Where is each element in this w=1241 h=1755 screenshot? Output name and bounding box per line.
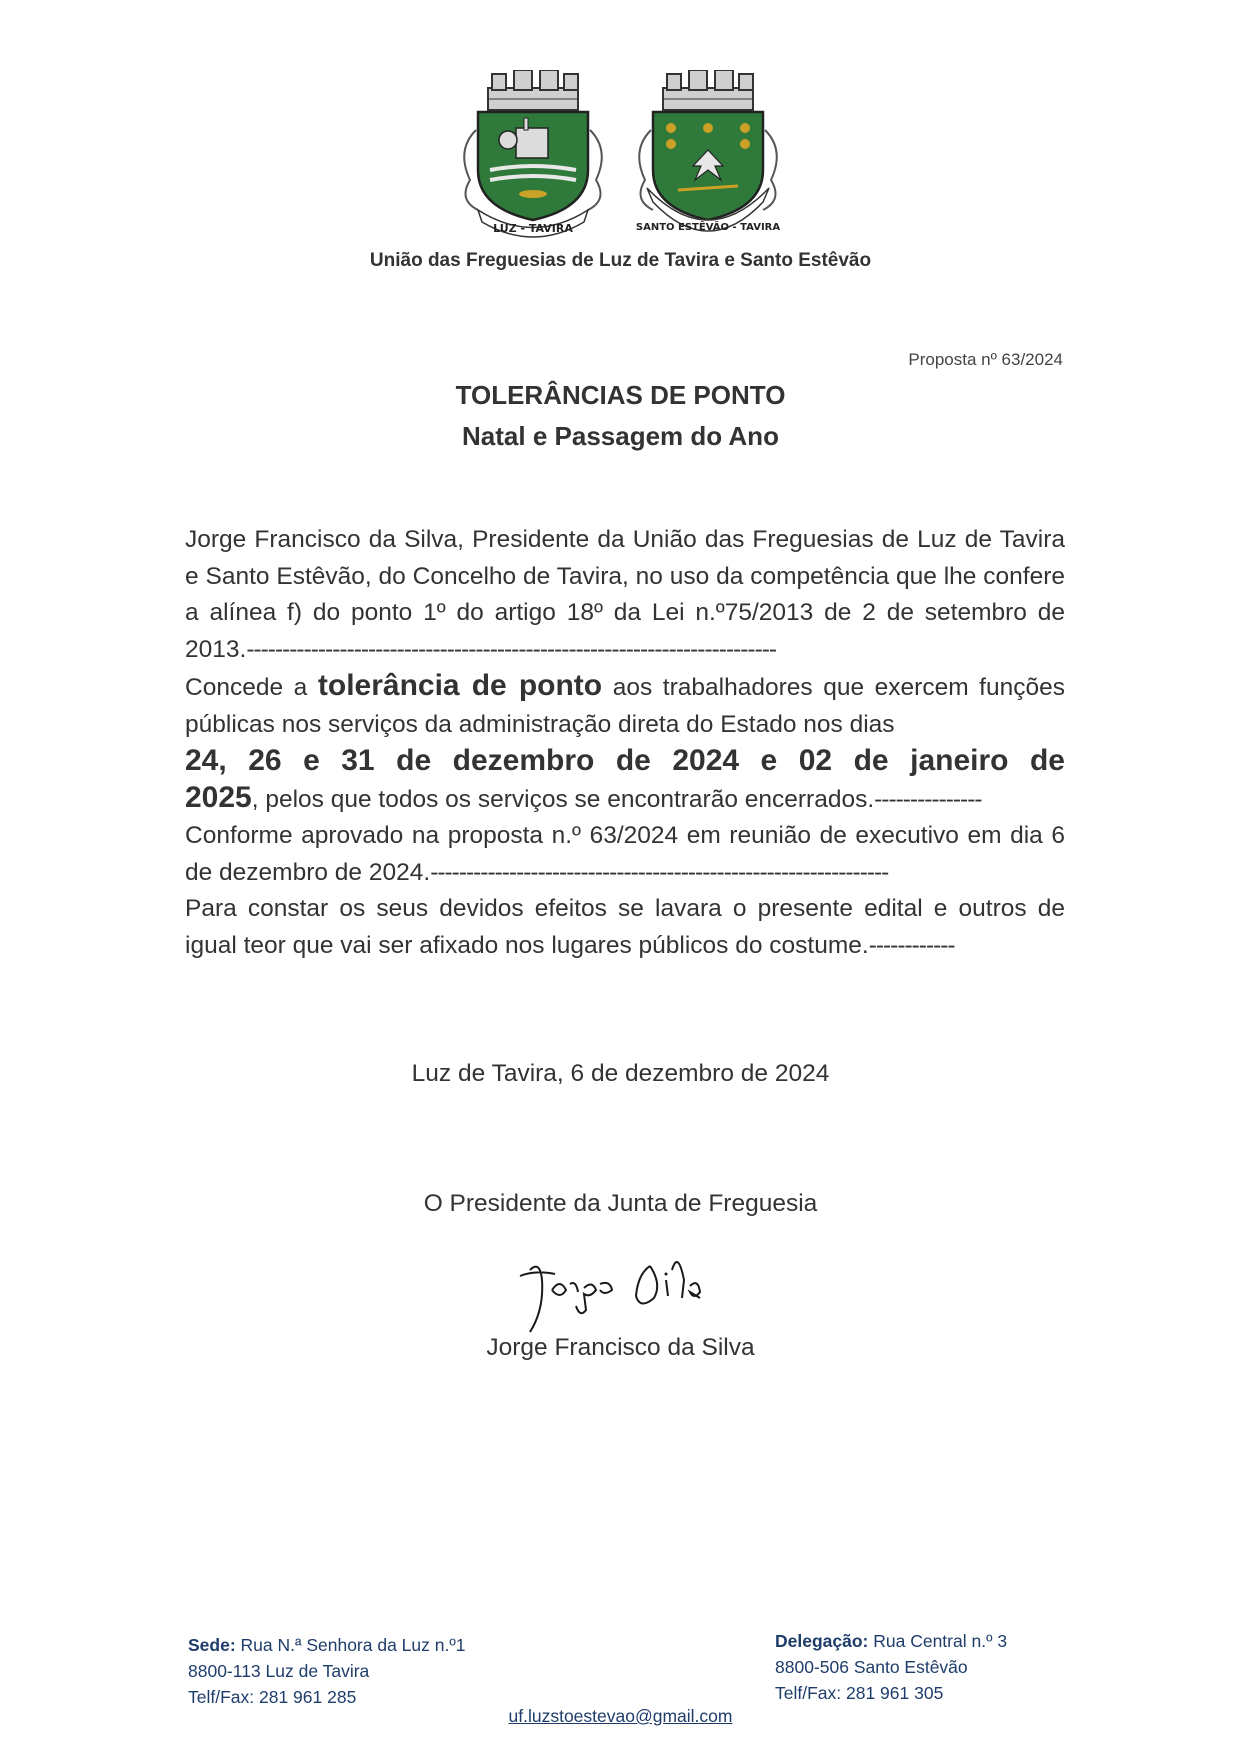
proposal-reference: Proposta nº 63/2024 xyxy=(908,350,1063,369)
footer-delegation xyxy=(775,1628,1007,1706)
dash-fill: ---------------------------------------------------------------- xyxy=(430,858,889,886)
delegation-address-line2: 8800-506 Santo Estêvão xyxy=(775,1657,968,1677)
paragraph-1-text: Presidente da União das Freguesias de Luz de Tavira e Santo Estêvão, do Concelho de Tavira, no uso da competência que lhe confere a alínea f) do ponto 1º do artigo 18º da Lei n.º75/2013 de 2 de setembro de 2013. xyxy=(185,526,1065,663)
dash-fill: -------------------------------------------------------------------------- xyxy=(246,635,777,663)
crest-left-motto: LUZ - TAVIRA xyxy=(493,222,573,235)
paragraph-1 xyxy=(185,522,1065,668)
delegation-label: Delegação: xyxy=(775,1631,869,1651)
crest-luz-tavira xyxy=(464,70,602,237)
dash-fill: --------------- xyxy=(874,785,982,813)
paragraph-4-text: Para constar os seus devidos efeitos se lavara o presente edital e outros de igual teor que vai ser afixado nos lugares públicos do costume. xyxy=(185,895,1065,959)
paragraph-2-mid: aos trabalhadores que exercem funções públicas nos serviços da administração direta do Estado nos dias xyxy=(185,674,1065,738)
crest-santo-estevao xyxy=(636,70,780,233)
document-body xyxy=(185,522,1065,964)
crests-logo xyxy=(448,70,798,250)
dates-line: 24, 26 e 31 de dezembro de 2024 e 02 de janeiro de xyxy=(185,744,1065,777)
paragraph-3 xyxy=(185,818,1065,891)
hq-address-line2: 8800-113 Luz de Tavira xyxy=(188,1661,370,1681)
signatory-role: O Presidente da Junta de Freguesia xyxy=(423,1190,818,1217)
footer-headquarters xyxy=(188,1632,465,1710)
delegation-phone: Telf/Fax: 281 961 305 xyxy=(775,1683,944,1703)
crest-right-motto: SANTO ESTÊVÃO - TAVIRA xyxy=(635,222,781,233)
paragraph-2 xyxy=(185,668,1065,818)
place-and-date: Luz de Tavira, 6 de dezembro de 2024 xyxy=(411,1060,830,1087)
handwritten-signature xyxy=(500,1240,730,1340)
president-name-inline: Jorge Francisco da Silva, xyxy=(185,526,464,553)
contact-email-link[interactable]: uf.luzstoestevao@gmail.com xyxy=(508,1706,733,1726)
tolerance-emphasis: tolerância de ponto xyxy=(317,669,603,702)
hq-phone: Telf/Fax: 281 961 285 xyxy=(188,1687,357,1707)
paragraph-4 xyxy=(185,891,1065,964)
dash-fill: ------------ xyxy=(868,931,955,959)
document-title: TOLERÂNCIAS DE PONTO xyxy=(455,380,786,410)
organization-name: União das Freguesias de Luz de Tavira e Santo Estêvão xyxy=(369,250,872,271)
hq-label: Sede: xyxy=(188,1635,236,1655)
paragraph-3-text: Conforme aprovado na proposta n.º 63/2024 em reunião de executivo em dia 6 de dezembro de 2024. xyxy=(185,822,1065,886)
document-subtitle: Natal e Passagem do Ano xyxy=(462,421,779,451)
hq-address-line1: Rua N.ª Senhora da Luz n.º1 xyxy=(235,1635,466,1655)
paragraph-2-pre: Concede a xyxy=(185,674,318,701)
paragraph-2-post: , pelos que todos os serviços se encontrarão encerrados. xyxy=(251,785,875,813)
delegation-address-line1: Rua Central n.º 3 xyxy=(868,1631,1008,1651)
year-emphasis: 2025 xyxy=(185,780,252,814)
signatory-name: Jorge Francisco da Silva xyxy=(486,1334,755,1361)
